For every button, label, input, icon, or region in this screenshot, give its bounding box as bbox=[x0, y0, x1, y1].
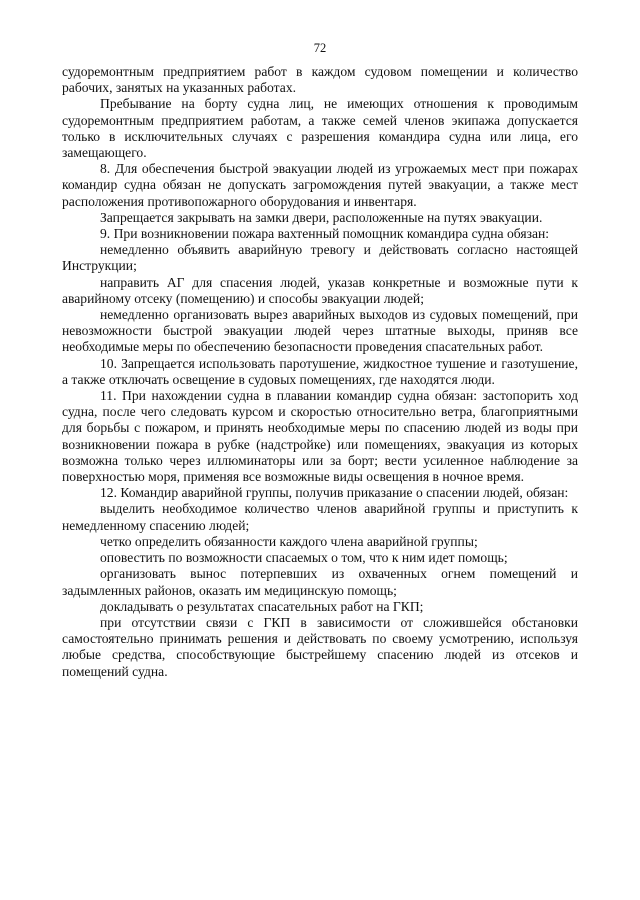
paragraph: судоремонтным предприятием работ в каждом судовом помещении и количество рабочих, занятых на указанных работах. bbox=[62, 64, 578, 96]
paragraph: организовать вынос потерпевших из охваченных огнем помещений и задымленных районов, оказать им медицинскую помощь; bbox=[62, 566, 578, 598]
paragraph: немедленно организовать вырез аварийных выходов из судовых помещений, при невозможности быстрой эвакуации людей через штатные выходы, приняв все необходимые меры по обеспечению безопасности проведения спасательных работ. bbox=[62, 307, 578, 355]
paragraph: 8. Для обеспечения быстрой эвакуации людей из угрожаемых мест при пожарах командир судна обязан не допускать загромождения путей эвакуации, а также мест расположения противопожарного оборудования и инвентаря. bbox=[62, 161, 578, 209]
document-body bbox=[62, 64, 578, 680]
paragraph: направить АГ для спасения людей, указав конкретные и возможные пути к аварийному отсеку (помещению) и способы эвакуации людей; bbox=[62, 274, 578, 306]
paragraph: 11. При нахождении судна в плавании командир судна обязан: застопорить ход судна, после чего следовать курсом и скоростью относительно ветра, благоприятными для борьбы с пожаром, и принять необходимые меры по спасению людей из воды при возникновении пожара в рубке (надстройке) или помещениях, эвакуация из которых возможна только через иллюминаторы или за борт; вести усиленное наблюдение за поверхностью моря, применяя все возможные виды освещения в ночное время. bbox=[62, 388, 578, 485]
paragraph: при отсутствии связи с ГКП в зависимости от сложившейся обстановки самостоятельно принимать решения и действовать по своему усмотрению, используя любые средства, способствующие быстрейшему спасению людей из отсеков и помещений судна. bbox=[62, 614, 578, 679]
paragraph: 9. При возникновении пожара вахтенный помощник командира судна обязан: bbox=[100, 226, 550, 242]
paragraph: 12. Командир аварийной группы, получив приказание о спасении людей, обязан: bbox=[100, 485, 569, 501]
paragraph: 10. Запрещается использовать паротушение, жидкостное тушение и газотушение, а также отключать освещение в судовых помещениях, где находятся люди. bbox=[62, 355, 578, 387]
paragraph: немедленно объявить аварийную тревогу и действовать согласно настоящей Инструкции; bbox=[62, 242, 578, 274]
paragraph: четко определить обязанности каждого члена аварийной группы; bbox=[100, 533, 478, 549]
paragraph: Запрещается закрывать на замки двери, расположенные на путях эвакуации. bbox=[100, 209, 543, 225]
page-number: 72 bbox=[313, 41, 327, 55]
paragraph: Пребывание на борту судна лиц, не имеющих отношения к проводимым судоремонтным предприятием работам, а также семей членов экипажа допускается только в исключительных случаях с разрешения командира судна или лица, его замещающего. bbox=[62, 96, 578, 161]
paragraph: оповестить по возможности спасаемых о том, что к ним идет помощь; bbox=[100, 550, 508, 566]
paragraph: выделить необходимое количество членов аварийной группы и приступить к немедленному спасению людей; bbox=[62, 501, 578, 533]
paragraph: докладывать о результатах спасательных работ на ГКП; bbox=[100, 598, 424, 614]
